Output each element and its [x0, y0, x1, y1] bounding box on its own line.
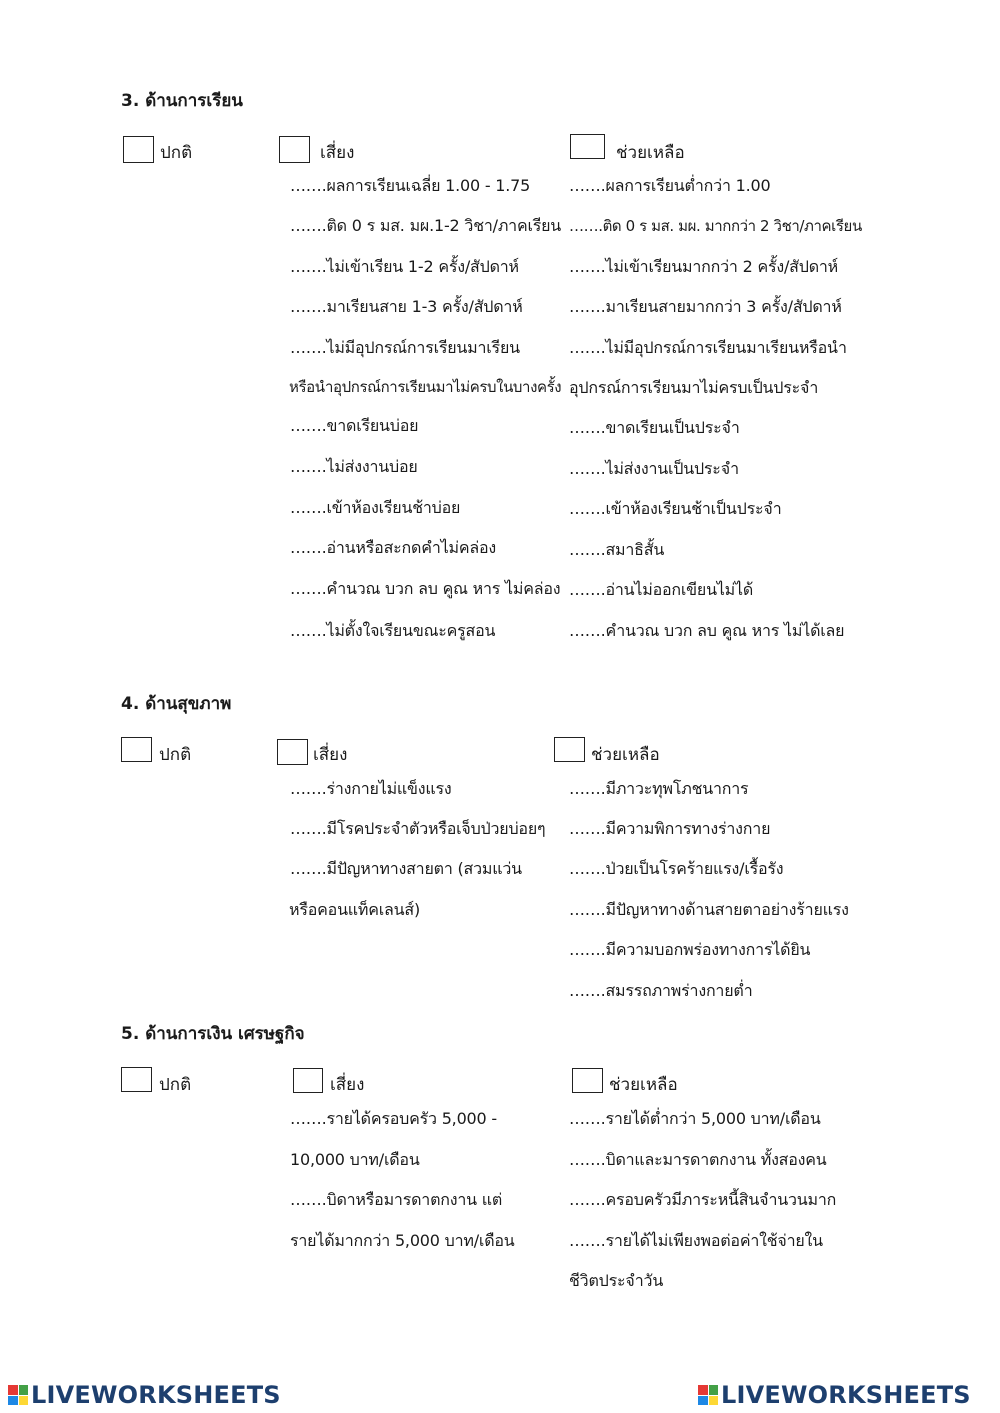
- s3-help-item: …….อ่านไม่ออกเขียนไม่ได้: [569, 580, 754, 599]
- s3-help-item: …….ขาดเรียนเป็นประจำ: [569, 418, 740, 437]
- s4-risk-checkbox[interactable]: [277, 739, 308, 765]
- s5-normal-label: ปกติ: [159, 1075, 192, 1095]
- s5-risk-item: รายได้มากกว่า 5,000 บาท/เดือน: [290, 1231, 515, 1250]
- s3-risk-item: …….มาเรียนสาย 1-3 ครั้ง/สัปดาห์: [290, 297, 523, 316]
- s3-risk-item: …….ไม่ส่งงานบ่อย: [290, 457, 418, 476]
- logo-text: LIVEWORKSHEETS: [721, 1381, 971, 1409]
- liveworksheets-mark-icon: [8, 1385, 28, 1405]
- s5-help-item: …….รายได้ต่ำกว่า 5,000 บาท/เดือน: [569, 1109, 821, 1128]
- s4-help-item: …….มีความพิการทางร่างกาย: [569, 819, 771, 838]
- s4-risk-item: …….ร่างกายไม่แข็งแรง: [290, 779, 452, 798]
- s4-normal-label: ปกติ: [159, 745, 192, 765]
- section-3-heading: 3. ด้านการเรียน: [121, 91, 243, 111]
- s3-risk-item: …….ไม่เข้าเรียน 1-2 ครั้ง/สัปดาห์: [290, 257, 519, 276]
- section-5-heading: 5. ด้านการเงิน เศรษฐกิจ: [121, 1024, 305, 1044]
- liveworksheets-mark-icon: [698, 1385, 718, 1405]
- s5-risk-checkbox[interactable]: [293, 1068, 323, 1093]
- s4-help-item: …….มีปัญหาทางด้านสายตาอย่างร้ายแรง: [569, 900, 849, 919]
- s4-help-label: ช่วยเหลือ: [591, 745, 660, 765]
- s4-risk-item: …….มีปัญหาทางสายตา (สวมแว่น: [290, 859, 522, 878]
- s4-risk-item: …….มีโรคประจำตัวหรือเจ็บป่วยบ่อยๆ: [290, 819, 546, 838]
- s3-normal-label: ปกติ: [160, 143, 193, 163]
- s3-risk-item: …….ติด 0 ร มส. มผ.1-2 วิชา/ภาคเรียน: [290, 216, 562, 235]
- s3-help-item: …….มาเรียนสายมากกว่า 3 ครั้ง/สัปดาห์: [569, 297, 842, 316]
- s4-help-checkbox[interactable]: [554, 737, 585, 762]
- s3-risk-item: …….คำนวณ บวก ลบ คูณ หาร ไม่คล่อง: [290, 579, 561, 598]
- s4-help-item: …….มีภาวะทุพโภชนาการ: [569, 779, 749, 798]
- s3-help-item: …….เข้าห้องเรียนช้าเป็นประจำ: [569, 499, 782, 518]
- s3-risk-checkbox[interactable]: [279, 136, 310, 163]
- s3-risk-item: …….ไม่ตั้งใจเรียนขณะครูสอน: [290, 621, 496, 640]
- s3-risk-item: …….ผลการเรียนเฉลี่ย 1.00 - 1.75: [290, 176, 531, 195]
- s5-risk-item: 10,000 บาท/เดือน: [290, 1150, 420, 1169]
- s4-help-item: …….สมรรถภาพร่างกายต่ำ: [569, 981, 753, 1000]
- s5-risk-item: …….รายได้ครอบครัว 5,000 -: [290, 1109, 497, 1128]
- liveworksheets-logo-left: [8, 1381, 281, 1409]
- s3-help-item: อุปกรณ์การเรียนมาไม่ครบเป็นประจำ: [569, 378, 819, 397]
- s5-help-item: ชีวิตประจำวัน: [569, 1271, 664, 1290]
- s3-risk-item: …….เข้าห้องเรียนช้าบ่อย: [290, 498, 461, 517]
- s3-help-item: …….ผลการเรียนต่ำกว่า 1.00: [569, 176, 771, 195]
- s5-help-checkbox[interactable]: [572, 1068, 603, 1093]
- s3-normal-checkbox[interactable]: [123, 136, 154, 163]
- s3-risk-item: หรือนำอุปกรณ์การเรียนมาไม่ครบในบางครั้ง: [289, 378, 562, 396]
- s4-help-item: …….ป่วยเป็นโรคร้ายแรง/เรื้อรัง: [569, 859, 784, 878]
- s5-normal-checkbox[interactable]: [121, 1067, 152, 1092]
- liveworksheets-logo-right: [698, 1381, 971, 1409]
- s3-help-item: …….คำนวณ บวก ลบ คูณ หาร ไม่ได้เลย: [569, 621, 845, 640]
- s3-risk-label: เสี่ยง: [320, 143, 355, 163]
- s5-help-item: …….ครอบครัวมีภาระหนี้สินจำนวนมาก: [569, 1190, 837, 1209]
- s3-risk-item: …….ไม่มีอุปกรณ์การเรียนมาเรียน: [290, 338, 520, 357]
- s5-help-item: …….บิดาและมารดาตกงาน ทั้งสองคน: [569, 1150, 827, 1169]
- s4-risk-item: หรือคอนแท็คเลนส์): [289, 900, 420, 919]
- s5-help-label: ช่วยเหลือ: [609, 1075, 678, 1095]
- section-4-heading: 4. ด้านสุขภาพ: [121, 694, 232, 714]
- s3-help-label: ช่วยเหลือ: [616, 143, 685, 163]
- s5-help-item: …….รายได้ไม่เพียงพอต่อค่าใช้จ่ายใน: [569, 1231, 823, 1250]
- s4-risk-label: เสี่ยง: [313, 745, 348, 765]
- s3-help-item: …….ไม่ส่งงานเป็นประจำ: [569, 459, 739, 478]
- s4-normal-checkbox[interactable]: [121, 737, 152, 762]
- logo-text: LIVEWORKSHEETS: [31, 1381, 281, 1409]
- s5-risk-item: …….บิดาหรือมารดาตกงาน แต่: [290, 1190, 503, 1209]
- s3-help-checkbox[interactable]: [570, 134, 605, 159]
- s3-help-item: …….ไม่มีอุปกรณ์การเรียนมาเรียนหรือนำ: [569, 338, 847, 357]
- s3-help-item: …….ติด 0 ร มส. มผ. มากกว่า 2 วิชา/ภาคเรียน: [569, 217, 862, 235]
- s3-risk-item: …….อ่านหรือสะกดคำไม่คล่อง: [290, 538, 497, 557]
- s3-risk-item: …….ขาดเรียนบ่อย: [290, 416, 419, 435]
- s3-help-item: …….สมาธิสั้น: [569, 540, 665, 559]
- s3-help-item: …….ไม่เข้าเรียนมากกว่า 2 ครั้ง/สัปดาห์: [569, 257, 839, 276]
- s4-help-item: …….มีความบอกพร่องทางการได้ยิน: [569, 940, 811, 959]
- s5-risk-label: เสี่ยง: [330, 1075, 365, 1095]
